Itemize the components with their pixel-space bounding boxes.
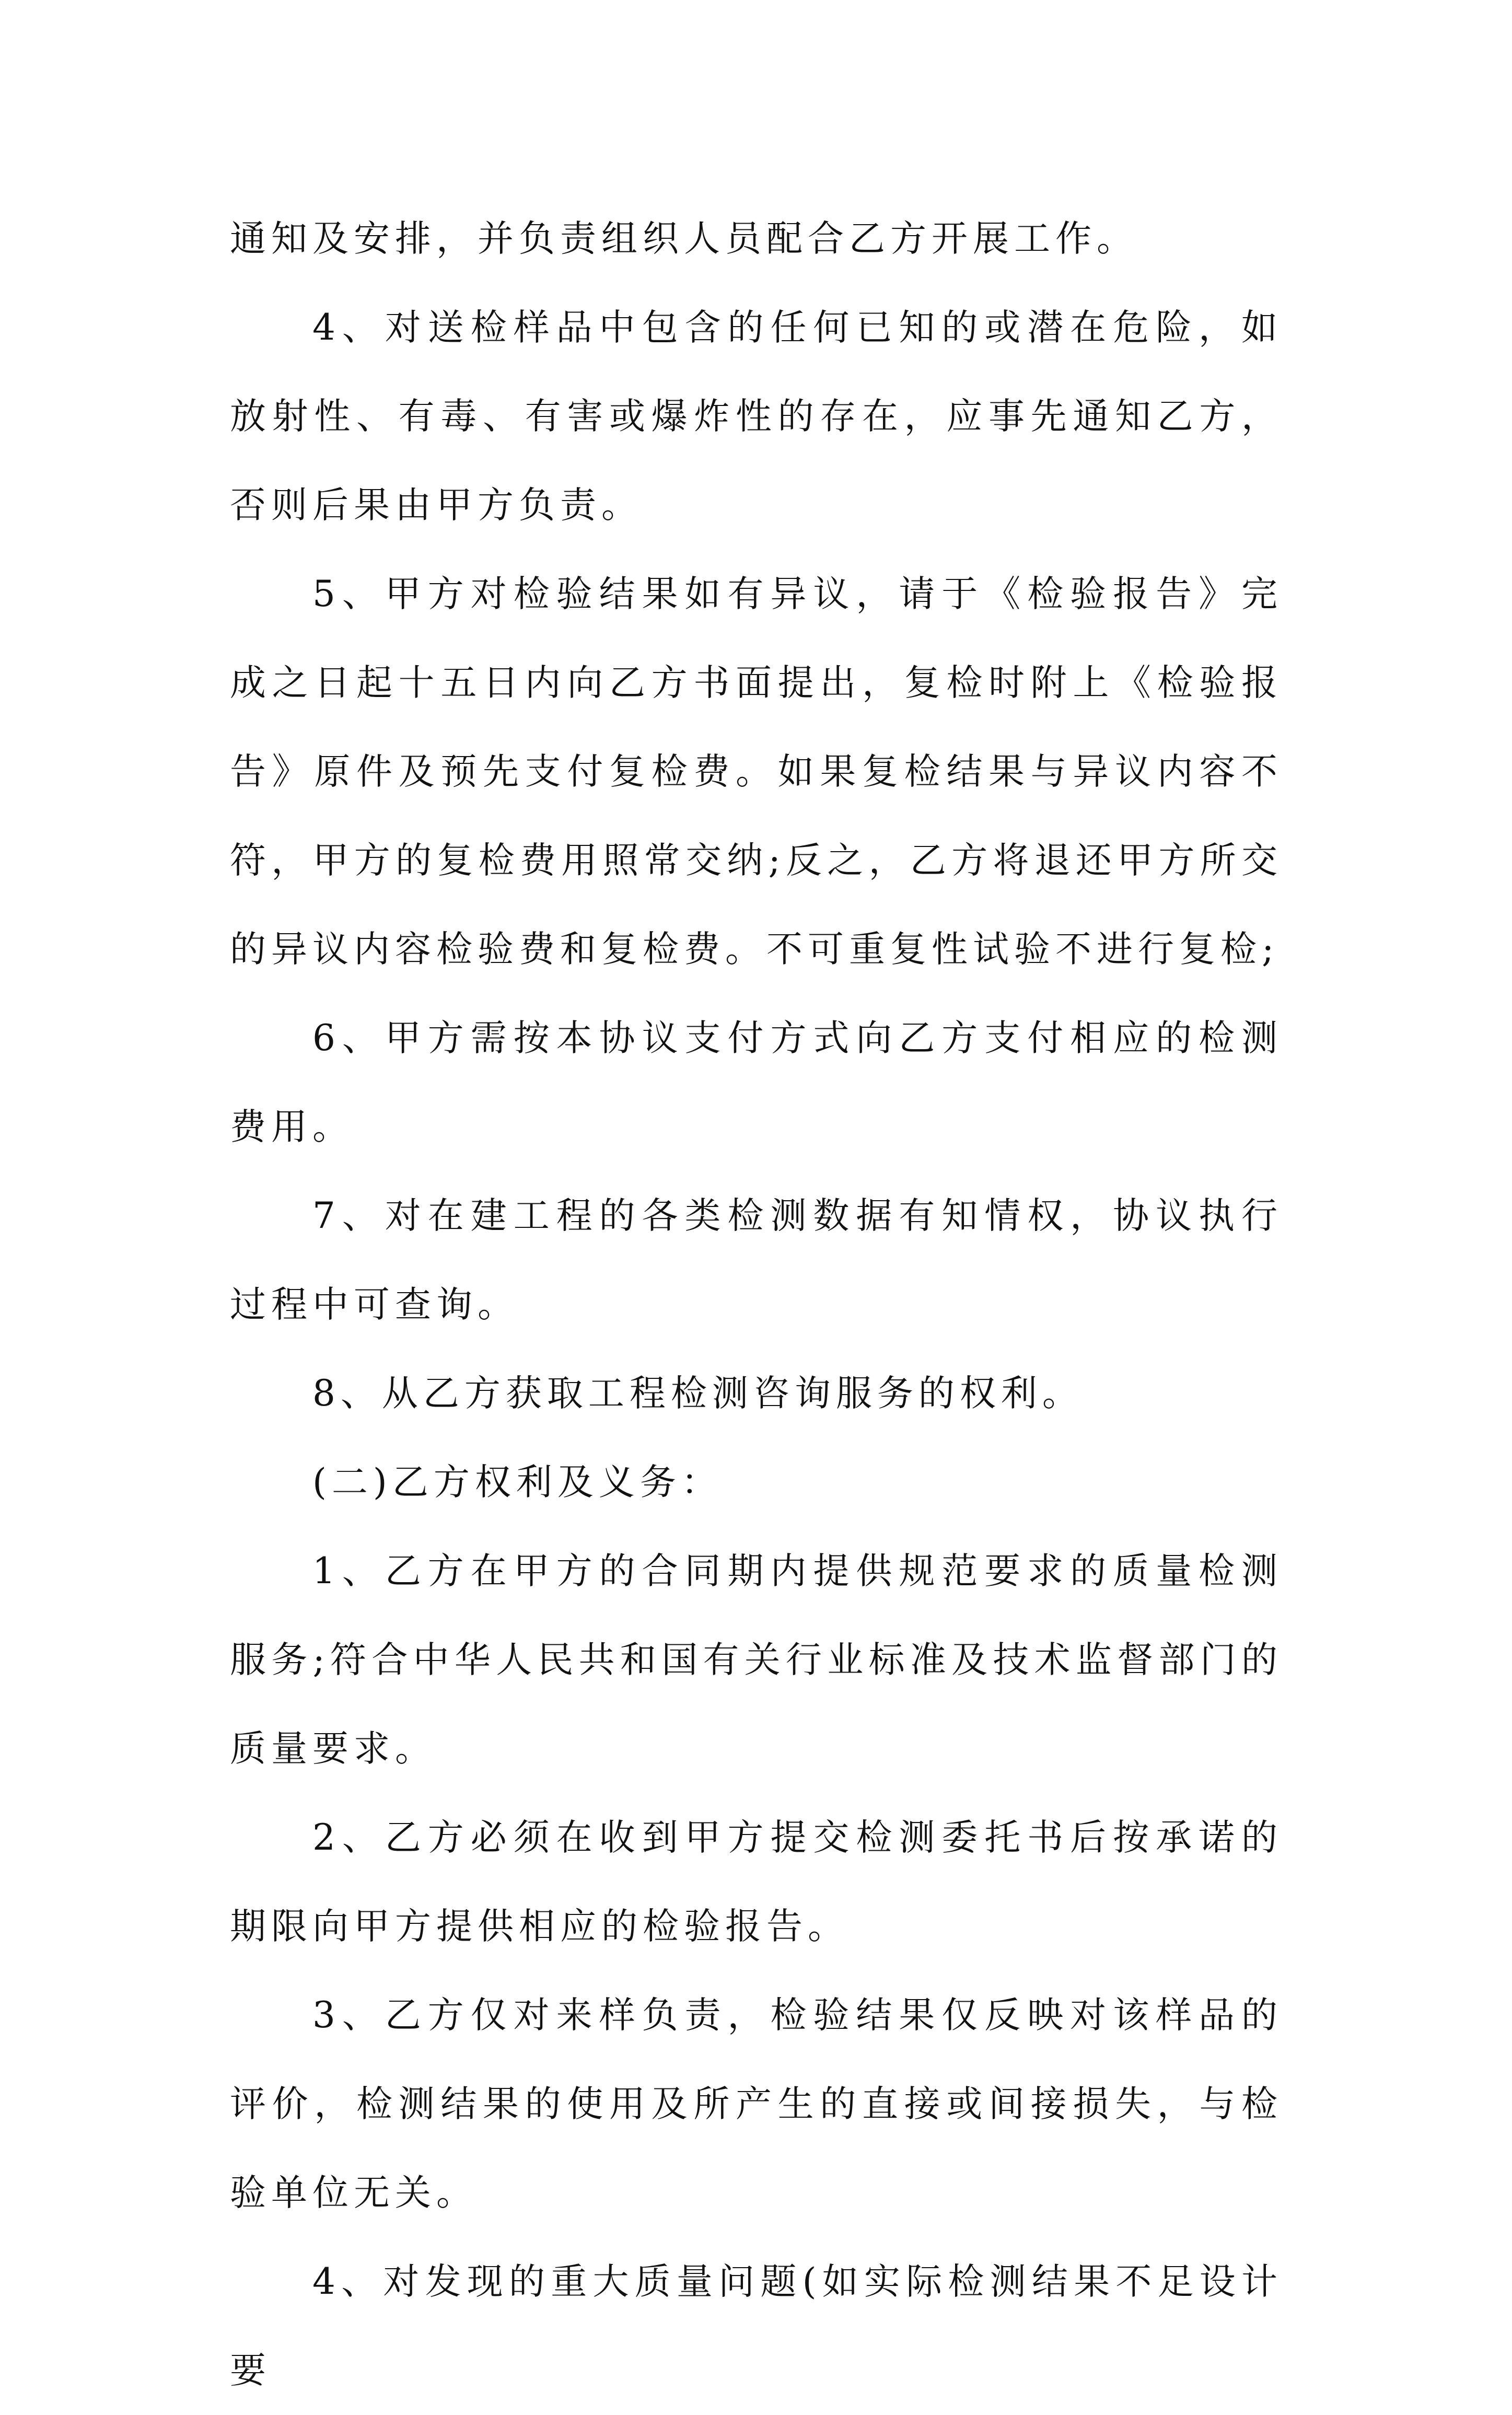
paragraph-10: 4、对发现的重大质量问题(如实际检测结果不足设计要 — [230, 2261, 1283, 2391]
paragraph-3: 6、甲方需按本协议支付方式向乙方支付相应的检测费用。 — [230, 1017, 1283, 1148]
paragraph-2: 5、甲方对检验结果如有异议，请于《检验报告》完成之日起十五日内向乙方书面提出，复检时附上《检验报告》原件及预先支付复检费。如果复检结果与异议内容不符，甲方的复检费用照常交纳;反之，乙方将退还甲方所交的异议内容检验费和复检费。不可重复性试验不进行复检; — [230, 573, 1283, 970]
paragraph-9: 3、乙方仅对来样负责，检验结果仅反映对该样品的评价，检测结果的使用及所产生的直接或间接损失，与检验单位无关。 — [230, 1994, 1283, 2214]
document-body — [230, 194, 1283, 2415]
paragraph-0: 通知及安排，并负责组织人员配合乙方开展工作。 — [230, 218, 1138, 260]
paragraph-8: 2、乙方必须在收到甲方提交检测委托书后按承诺的期限向甲方提供相应的检验报告。 — [230, 1817, 1283, 1947]
paragraph-5: 8、从乙方获取工程检测咨询服务的权利。 — [312, 1373, 1084, 1414]
paragraph-7: 1、乙方在甲方的合同期内提供规范要求的质量检测服务;符合中华人民共和国有关行业标准及技术监督部门的质量要求。 — [230, 1550, 1283, 1770]
paragraph-1: 4、对送检样品中包含的任何已知的或潜在危险，如放射性、有毒、有害或爆炸性的存在，应事先通知乙方，否则后果由甲方负责。 — [230, 307, 1283, 526]
paragraph-4: 7、对在建工程的各类检测数据有知情权，协议执行过程中可查询。 — [230, 1195, 1283, 1326]
paragraph-6: (二)乙方权利及义务： — [312, 1461, 723, 1503]
